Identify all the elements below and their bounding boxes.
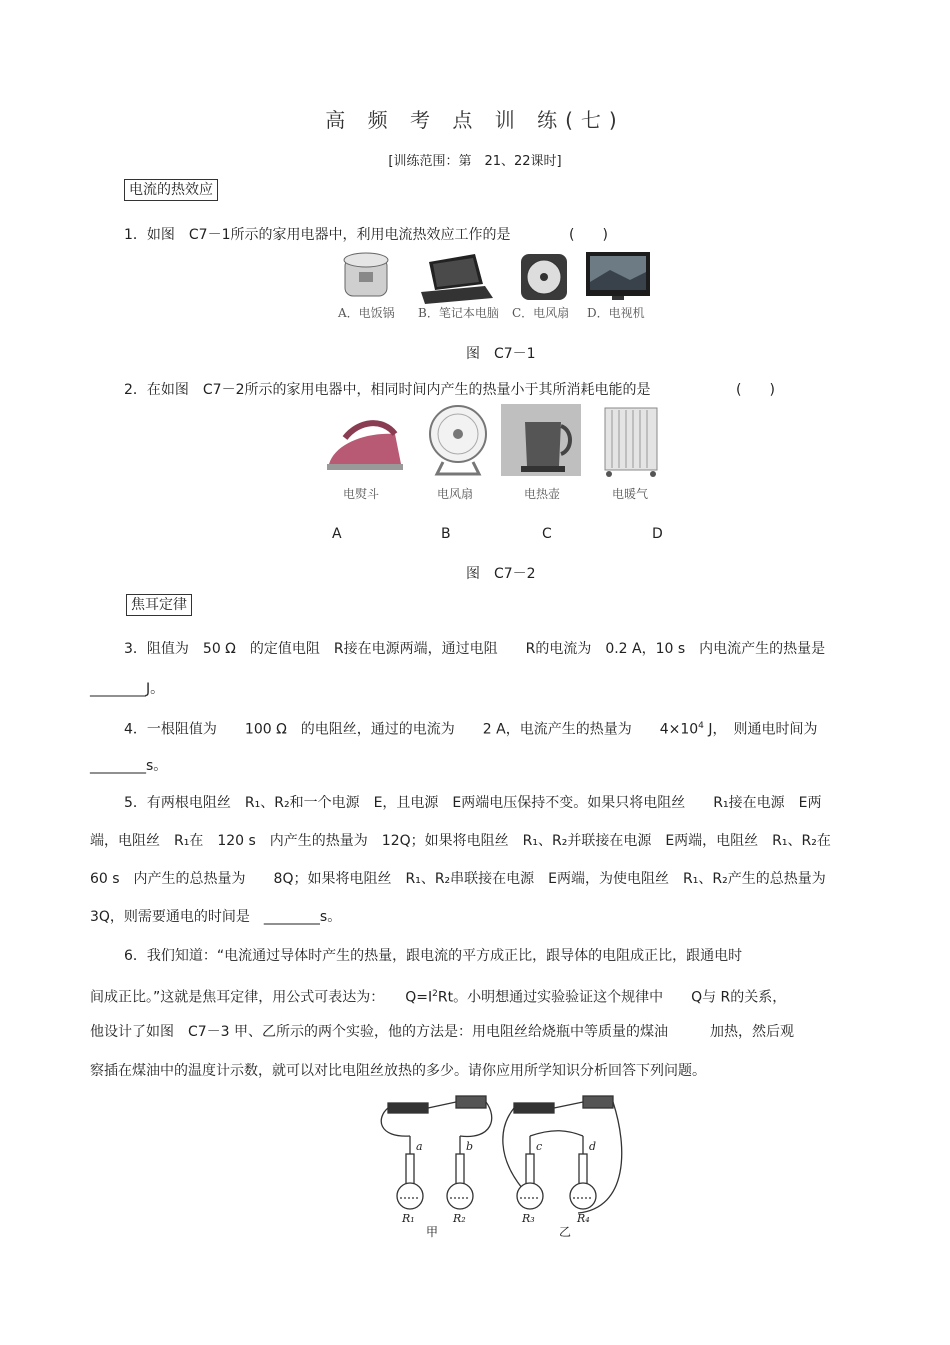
- question-1-answer-paren: ( ): [569, 227, 608, 243]
- q2-label-kettle: 电热壶: [524, 487, 561, 501]
- q1-label-c: C．电风扇: [512, 306, 570, 320]
- thermometer-label-d: d: [589, 1140, 597, 1153]
- figure-c7-2-appliances: [325, 404, 665, 484]
- q2-option-a: A: [332, 526, 342, 542]
- battery-icon-right: [514, 1103, 554, 1113]
- laptop-image: [421, 254, 493, 304]
- q1-label-b: B．笔记本电脑: [418, 306, 499, 320]
- battery-icon-left: [388, 1103, 428, 1113]
- q2-option-c: C: [542, 526, 552, 542]
- figure-c7-2-caption: 图 C7－2: [466, 566, 536, 582]
- electric-fan-image: [521, 254, 567, 300]
- electric-iron-image: [327, 423, 403, 470]
- thermometer-label-a: a: [416, 1140, 423, 1153]
- training-range: [训练范围：第 21、22课时]: [388, 154, 562, 169]
- question-6-line-4: 察插在煤油中的温度计示数，就可以对比电阻丝放热的多少。请你应用所学知识分析回答下列问题。: [90, 1063, 706, 1079]
- thermometer-label-c: c: [536, 1140, 543, 1153]
- electric-kettle-image: [501, 404, 581, 476]
- question-6-line-2: 间成正比。”这就是焦耳定律，用公式可表达为： $Q=I^2Rt$。小明想通过实验验证这个规律中 Q与 R的关系，: [90, 989, 787, 1006]
- desk-fan-image: [430, 406, 486, 474]
- figure-c7-3-circuits: [378, 1088, 638, 1238]
- question-4-line-1: 4．一根阻值为 100 Ω 的电阻丝，通过的电流为 2 A，电流产生的热量为 $4\times 10^4$ J， 则通电时间为: [124, 721, 818, 738]
- question-2-answer-paren: ( ): [736, 382, 775, 398]
- circuit-caption-yi: 乙: [559, 1225, 572, 1238]
- question-3-line-1: 3．阻值为 50 Ω 的定值电阻 R接在电源两端，通过电阻 R的电流为 0.2 A，10 s 内电流产生的热量是: [124, 641, 826, 657]
- question-6-line-3: 他设计了如图 C7－3 甲、乙所示的两个实验，他的方法是：用电阻丝给烧瓶中等质量的煤油 加热，然后观: [90, 1024, 795, 1040]
- resistor-label-r2: R₂: [453, 1212, 466, 1225]
- q2-label-fan: 电风扇: [437, 487, 474, 501]
- question-5-line-4: 3Q，则需要通电的时间是 ________s。: [90, 909, 342, 925]
- q2-option-b: B: [441, 526, 451, 542]
- question-1-text: 1．如图 C7－1所示的家用电器中，利用电流热效应工作的是: [124, 227, 511, 243]
- question-5-line-3: 60 s 内产生的总热量为 8Q；如果将电阻丝 R₁、R₂串联接在电源 E两端，为使电阻丝 R₁、R₂产生的总热量为: [90, 871, 826, 887]
- resistor-label-r4: R₄: [577, 1212, 590, 1225]
- resistor-label-r3: R₃: [522, 1212, 535, 1225]
- figure-c7-1-caption: 图 C7－1: [466, 346, 536, 362]
- question-5-line-1: 5．有两根电阻丝 R₁、R₂和一个电源 E，且电源 E两端电压保持不变。如果只将电阻丝 R₁接在电源 E两: [124, 795, 822, 811]
- q2-label-heater: 电暖气: [612, 487, 649, 501]
- television-image: [586, 252, 650, 300]
- q1-label-a: A．电饭锅: [338, 306, 395, 320]
- question-6-line-1: 6．我们知道：“电流通过导体时产生的热量，跟电流的平方成正比，跟导体的电阻成正比，跟通电时: [124, 948, 743, 964]
- question-3-line-2: ________J。: [90, 681, 165, 697]
- rice-cooker-image: [344, 253, 388, 296]
- oil-heater-image: [605, 408, 657, 477]
- question-4-line-2: ________s。: [90, 758, 168, 774]
- q2-label-iron: 电熨斗: [343, 487, 380, 501]
- question-2-text: 2．在如图 C7－2所示的家用电器中，相同时间内产生的热量小于其所消耗电能的是: [124, 382, 651, 398]
- q1-label-d: D．电视机: [587, 306, 645, 320]
- question-5-line-2: 端，电阻丝 R₁在 120 s 内产生的热量为 12Q；如果将电阻丝 R₁、R₂并联接在电源 E两端，电阻丝 R₁、R₂在: [90, 833, 831, 849]
- section-heading-joule-law: 焦耳定律: [126, 594, 192, 616]
- rheostat-icon-right: [583, 1096, 613, 1108]
- section-heading-heat-effect: 电流的热效应: [124, 179, 218, 201]
- rheostat-icon-left: [456, 1096, 486, 1108]
- circuit-caption-jia: 甲: [426, 1225, 439, 1238]
- page-title: 高 频 考 点 训 练(七): [325, 108, 625, 132]
- resistor-label-r1: R₁: [402, 1212, 415, 1225]
- thermometer-label-b: b: [466, 1140, 474, 1153]
- q2-option-d: D: [652, 526, 663, 542]
